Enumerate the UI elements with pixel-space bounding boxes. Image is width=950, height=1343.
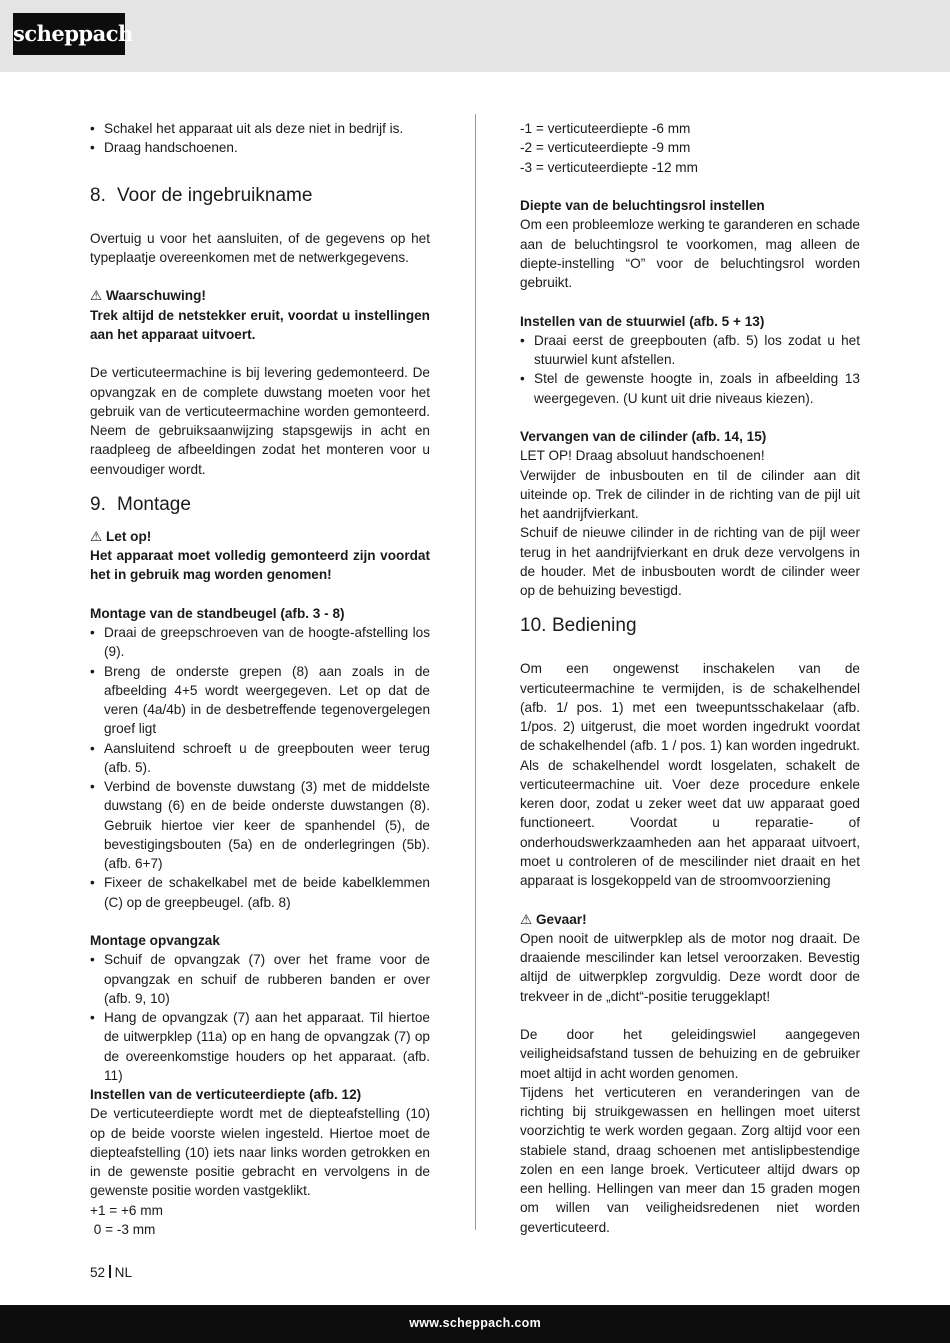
subheading: Diepte van de beluchtingsrol instellen xyxy=(520,198,765,213)
depth-line: +1 = +6 mm xyxy=(90,1202,163,1218)
standbeugel-steps xyxy=(90,623,430,912)
warning-triangle-icon: ⚠ xyxy=(90,288,103,304)
list-item: • Stel de gewenste hoogte in, zoals in afbeelding 13 weergegeven. (U kunt uit drie niveaus kiezen). xyxy=(520,369,860,408)
list-item: • Schakel het apparaat uit als deze niet in bedrijf is. xyxy=(90,119,430,138)
list-item: • Draai de greepschroeven van de hoogte-afstelling los (9). xyxy=(90,623,430,662)
page-number: 52 NL xyxy=(90,1265,133,1280)
warning-triangle-icon: ⚠ xyxy=(90,528,103,544)
stuurwiel-steps xyxy=(520,331,860,408)
footer-bar xyxy=(0,1305,950,1343)
list-item: • Draag handschoenen. xyxy=(90,138,430,157)
depth-line: -2 = verticuteerdiepte -9 mm xyxy=(520,140,691,156)
list-item: • Fixeer de schakelkabel met de beide kabelklemmen (C) op de greepbeugel. (afb. 8) xyxy=(90,873,430,912)
depth-line: -1 = verticuteerdiepte -6 mm xyxy=(520,121,691,136)
paragraph: Schuif de nieuwe cilinder in de richting van de pijl weer terug in het aandrijfvierkant en druk deze vervolgens in de houder. Met de inbusbouten wordt de cilinder weer op de behuizing bevestigd. xyxy=(520,525,860,598)
page-separator xyxy=(109,1265,111,1278)
paragraph: De verticuteermachine is bij levering gedemonteerd. De opvangzak en de complete duwstang moeten voor het gebruik van de verticuteermachine worden gemonteerd. Neem de gebruiksaanwijzing stapsgewijs in acht en raadpleeg de afbeeldingen zodat het monteren voor u eenvoudiger wordt. xyxy=(90,365,430,477)
column-divider xyxy=(475,114,476,1230)
section-8-heading: 8. Voor de ingebruikname xyxy=(90,184,313,206)
section-10-heading: 10. Bediening xyxy=(520,615,637,637)
caution-text: Het apparaat moet volledig gemonteerd zijn voordat het in gebruik mag worden genomen! xyxy=(90,548,430,583)
depth-line: 0 = -3 mm xyxy=(90,1221,156,1237)
subheading: Instellen van de stuurwiel (afb. 5 + 13) xyxy=(520,313,765,329)
warning-triangle-icon: ⚠ xyxy=(520,911,533,927)
paragraph: LET OP! Draag absoluut handschoenen! xyxy=(520,448,765,464)
caution-heading: ⚠ Let op! xyxy=(90,528,152,544)
warning-heading: ⚠ Waarschuwing! xyxy=(90,288,206,304)
list-item: • Verbind de bovenste duwstang (3) met de middelste duwstang (6) en de beide onderste duwstangen (8). Gebruik hiertoe vier keer de spanhendel (5), de bevestigingsbouten (5a) en de onderlegringen (5b). (afb. 6+7) xyxy=(90,777,430,873)
danger-heading: ⚠ Gevaar! xyxy=(520,911,587,927)
paragraph: Tijdens het verticuteren en veranderingen van de richting bij struikgewassen en hellingen moet uiterst voorzichtig te werk worden gegaan. Zorg altijd voor een stabiele stand, draag schoenen met antislipbestendige zolen en een lange broek. Verticuteer altijd dwars op een helling. Hellingen van meer dan 15 graden mogen om willen van veiligheidsredenen niet worden geverticuteerd. xyxy=(520,1084,860,1235)
brand-logo: scheppach xyxy=(13,13,125,55)
subheading: Instellen van de verticuteerdiepte (afb. 12) xyxy=(90,1087,362,1102)
subheading: Montage opvangzak xyxy=(90,933,220,948)
paragraph: Om een ongewenst inschakelen van de verticuteermachine te vermijden, is de schakelhendel (afb. 1/ pos. 1) met een tweepuntsschakelaar (afb. 1/pos. 2) uitgerust, die moet worden ingedrukt voordat de schakelhendel (afb. 1 / pos. 1) kan worden ingedrukt. Als de schakelhendel wordt losgelaten, schakelt de verticuteermachine uit. Voer deze procedure enkele keren door, zodat u zeker weet dat uw apparaat goed functioneert. Voordat u reparatie- of onderhoudswerkzaamheden aan het apparaat uitvoert, moet u controleren of de mescilinder niet draait en het apparaat is losgekoppeld van de stroomvoorziening xyxy=(520,661,860,888)
paragraph: Om een probleemloze werking te garanderen en schade aan de beluchtingsrol te voorkomen, mag alleen de diepte-instelling “O” voor de beluchtingsrol worden gebruikt. xyxy=(520,217,860,290)
website-link[interactable]: www.scheppach.com xyxy=(409,1316,541,1330)
list-item: • Breng de onderste grepen (8) aan zoals in de afbeelding 4+5 wordt weergegeven. Let op dat de veren (4a/4b) in de desbetreffende tegenovergelegen groef ligt xyxy=(90,662,430,739)
section-9-heading: 9. Montage xyxy=(90,493,191,515)
right-column xyxy=(520,119,860,1237)
paragraph: Overtuig u voor het aansluiten, of de gegevens op het typeplaatje overeenkomen met de netwerkgegevens. xyxy=(90,230,430,265)
list-item: • Draai eerst de greepbouten (afb. 5) los zodat u het stuurwiel kunt afstellen. xyxy=(520,331,860,370)
left-column xyxy=(90,119,430,1239)
subheading: Vervangen van de cilinder (afb. 14, 15) xyxy=(520,429,767,444)
header-bar xyxy=(0,0,950,72)
subheading: Montage van de standbeugel (afb. 3 - 8) xyxy=(90,605,345,621)
intro-bullet-list xyxy=(90,119,430,158)
paragraph: Verwijder de inbusbouten en til de cilinder aan dit uiteinde op. Trek de cilinder in de richting van de pijl uit het aandrijfvierkant. xyxy=(520,467,860,521)
warning-text: Trek altijd de netstekker eruit, voordat u instellingen aan het apparaat uitvoert. xyxy=(90,307,430,342)
depth-line: -3 = verticuteerdiepte -12 mm xyxy=(520,159,698,175)
paragraph: De door het geleidingswiel aangegeven veiligheidsafstand tussen de behuizing en de gebruiker moet altijd in acht worden genomen. xyxy=(520,1027,860,1081)
paragraph: De verticuteerdiepte wordt met de diepteafstelling (10) op de beide voorste wielen ingesteld. Hiertoe moet de diepteafstelling (10) iets naar links worden getrokken en in de gewenste positie gebracht en vervolgens in de gewenste positie worden vastgeklikt. xyxy=(90,1106,430,1199)
opvangzak-steps xyxy=(90,950,430,1085)
list-item: • Schuif de opvangzak (7) over het frame voor de opvangzak en schuif de rubberen banden er over (afb. 9, 10) xyxy=(90,950,430,1008)
list-item: • Hang de opvangzak (7) aan het apparaat. Til hiertoe de uitwerpklep (11a) op en hang de opvangzak (7) op de overeenkomstige houders op het apparaat. (afb. 11) xyxy=(90,1008,430,1085)
list-item: • Aansluitend schroeft u de greepbouten weer terug (afb. 5). xyxy=(90,739,430,778)
danger-text: Open nooit de uitwerpklep als de motor nog draait. De draaiende mescilinder kan letsel veroorzaken. Bevestig altijd de uitwerpklep zorgvuldig. Deze wordt door de trekveer in de „dicht“-positie teruggeklapt! xyxy=(520,930,860,1004)
